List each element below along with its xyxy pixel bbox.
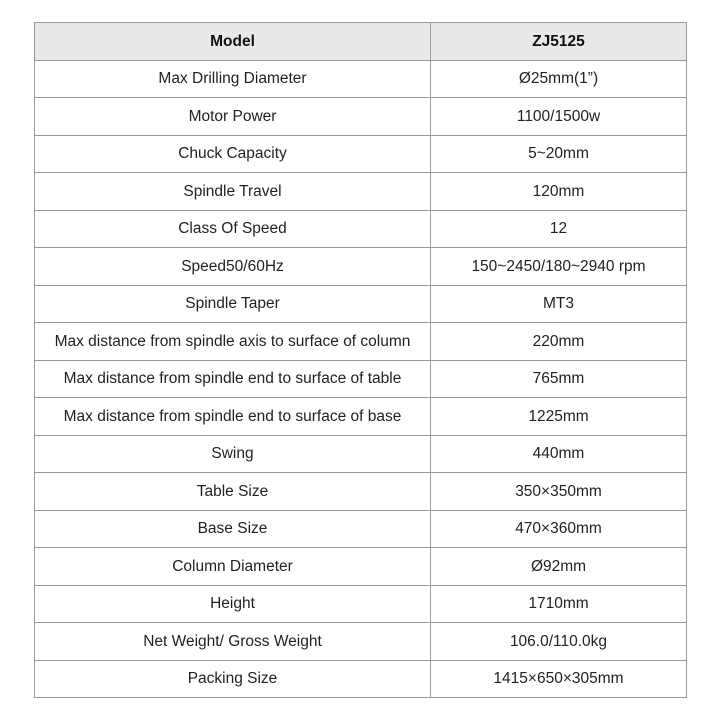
spec-label: Swing — [35, 435, 431, 473]
spec-value: 1100/1500w — [431, 98, 687, 136]
spec-label: Motor Power — [35, 98, 431, 136]
spec-label: Net Weight/ Gross Weight — [35, 623, 431, 661]
spec-value: MT3 — [431, 285, 687, 323]
spec-value: 106.0/110.0kg — [431, 623, 687, 661]
spec-table — [34, 22, 687, 698]
header-label-cell: Model — [35, 23, 431, 61]
table-row — [35, 173, 687, 211]
spec-value: 12 — [431, 210, 687, 248]
spec-value: 220mm — [431, 323, 687, 361]
spec-value: 120mm — [431, 173, 687, 211]
spec-value: 1710mm — [431, 585, 687, 623]
spec-label: Max distance from spindle axis to surface of column — [35, 323, 431, 361]
spec-value: 150~2450/180~2940 rpm — [431, 248, 687, 286]
spec-value: 470×360mm — [431, 510, 687, 548]
spec-label: Spindle Taper — [35, 285, 431, 323]
table-row — [35, 248, 687, 286]
spec-value: Ø25mm(1”) — [431, 60, 687, 98]
spec-value: 1415×650×305mm — [431, 660, 687, 698]
table-row — [35, 323, 687, 361]
spec-label: Base Size — [35, 510, 431, 548]
spec-label: Spindle Travel — [35, 173, 431, 211]
spec-label: Max Drilling Diameter — [35, 60, 431, 98]
spec-label: Packing Size — [35, 660, 431, 698]
table-header-row — [35, 23, 687, 61]
table-row — [35, 548, 687, 586]
table-row — [35, 60, 687, 98]
spec-label: Class Of Speed — [35, 210, 431, 248]
table-row — [35, 585, 687, 623]
spec-label: Chuck Capacity — [35, 135, 431, 173]
spec-value: 440mm — [431, 435, 687, 473]
table-row — [35, 660, 687, 698]
table-row — [35, 360, 687, 398]
table-row — [35, 285, 687, 323]
spec-value: 5~20mm — [431, 135, 687, 173]
table-row — [35, 135, 687, 173]
header-model-cell: ZJ5125 — [431, 23, 687, 61]
table-row — [35, 210, 687, 248]
spec-label: Height — [35, 585, 431, 623]
table-row — [35, 398, 687, 436]
table-row — [35, 98, 687, 136]
table-row — [35, 473, 687, 511]
spec-value: 765mm — [431, 360, 687, 398]
spec-label: Max distance from spindle end to surface of table — [35, 360, 431, 398]
table-row — [35, 510, 687, 548]
table-row — [35, 435, 687, 473]
table-row — [35, 623, 687, 661]
spec-label: Column Diameter — [35, 548, 431, 586]
spec-label: Table Size — [35, 473, 431, 511]
spec-value: 350×350mm — [431, 473, 687, 511]
spec-label: Max distance from spindle end to surface of base — [35, 398, 431, 436]
spec-value: 1225mm — [431, 398, 687, 436]
spec-value: Ø92mm — [431, 548, 687, 586]
spec-label: Speed50/60Hz — [35, 248, 431, 286]
